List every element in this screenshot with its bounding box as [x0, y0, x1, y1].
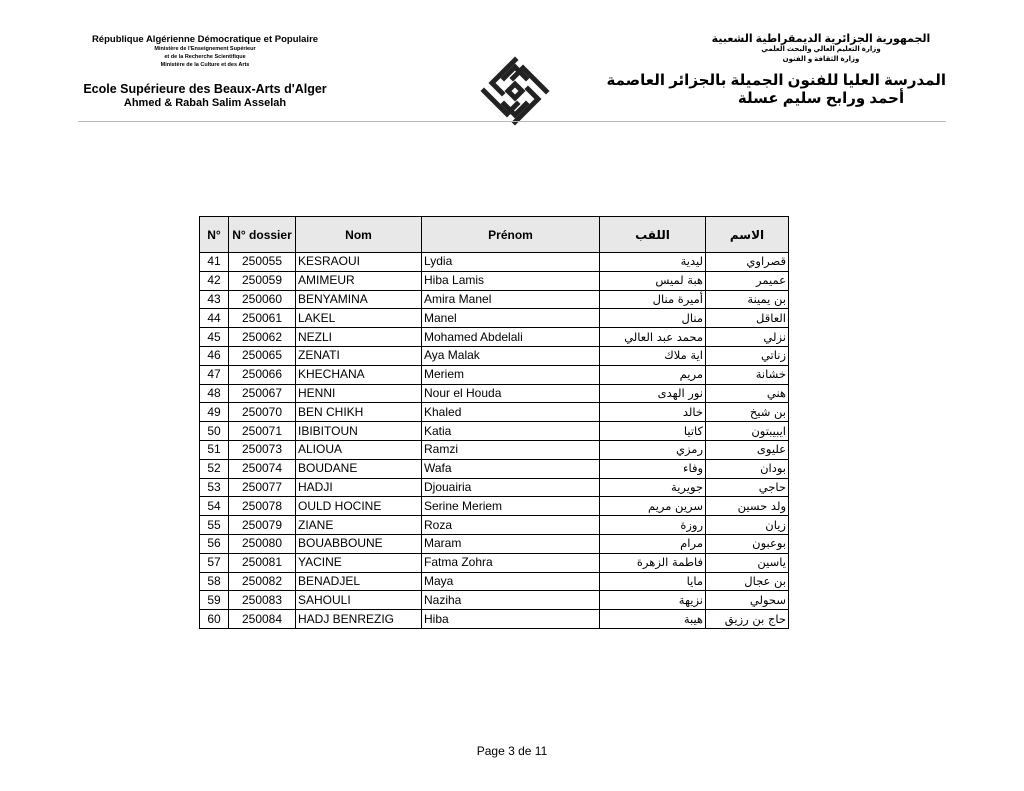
- table-row: [200, 459, 789, 478]
- first-name: Wafa: [422, 459, 600, 478]
- col-header-dossier: N° dossier: [229, 217, 296, 253]
- school-name-ar: المدرسة العليا للفنون الجميلة بالجزائر العاصمة: [606, 72, 946, 89]
- last-name: YACINE: [296, 553, 422, 572]
- header-right: [606, 32, 946, 107]
- dossier-number: 250082: [229, 572, 296, 591]
- last-name-ar: بن شيخ: [706, 403, 789, 422]
- last-name-ar: بن عجال: [706, 572, 789, 591]
- row-number: 47: [200, 365, 229, 384]
- first-name: Nour el Houda: [422, 384, 600, 403]
- dossier-number: 250079: [229, 516, 296, 535]
- first-name: Maram: [422, 534, 600, 553]
- dossier-number: 250060: [229, 290, 296, 309]
- last-name: HADJI: [296, 478, 422, 497]
- first-name: Fatma Zohra: [422, 553, 600, 572]
- dossier-number: 250083: [229, 591, 296, 610]
- row-number: 44: [200, 309, 229, 328]
- page-number: Page 3 de 11: [476, 744, 548, 758]
- ministry-fr-2: et de la Recherche Scientifique: [164, 54, 246, 60]
- last-name: ZENATI: [296, 346, 422, 365]
- table-row: [200, 290, 789, 309]
- first-name-ar: مرام: [600, 534, 706, 553]
- first-name: Amira Manel: [422, 290, 600, 309]
- first-name-ar: منال: [600, 309, 706, 328]
- first-name-ar: هبة لميس: [600, 271, 706, 290]
- row-number: 57: [200, 553, 229, 572]
- header-divider: [78, 121, 946, 122]
- school-founders-ar: أحمد ورابح سليم عسلة: [737, 90, 905, 107]
- first-name-ar: أميرة منال: [600, 290, 706, 309]
- first-name-ar: نزيهة: [600, 591, 706, 610]
- first-name: Katia: [422, 422, 600, 441]
- last-name-ar: بودان: [706, 459, 789, 478]
- dossier-number: 250077: [229, 478, 296, 497]
- col-header-nom: Nom: [296, 217, 422, 253]
- row-number: 48: [200, 384, 229, 403]
- first-name-ar: رمزي: [600, 440, 706, 459]
- dossier-number: 250071: [229, 422, 296, 441]
- last-name-ar: سحولي: [706, 591, 789, 610]
- first-name: Khaled: [422, 403, 600, 422]
- ministry-ar-2: وزارة الثقافة و الفنون: [782, 56, 860, 63]
- first-name-ar: جويرية: [600, 478, 706, 497]
- school-founders-fr: Ahmed & Rabah Salim Asselah: [123, 97, 287, 109]
- first-name-ar: خالد: [600, 403, 706, 422]
- dossier-number: 250078: [229, 497, 296, 516]
- table-row: [200, 346, 789, 365]
- row-number: 56: [200, 534, 229, 553]
- dossier-number: 250061: [229, 309, 296, 328]
- country-name-ar: الجمهورية الجزائرية الديمقراطية الشعبية: [711, 33, 931, 45]
- table-row: [200, 610, 789, 629]
- last-name: AMIMEUR: [296, 271, 422, 290]
- row-number: 53: [200, 478, 229, 497]
- header-left: [80, 34, 330, 109]
- first-name: Hiba: [422, 610, 600, 629]
- last-name-ar: عميمر: [706, 271, 789, 290]
- last-name-ar: زيان: [706, 516, 789, 535]
- dossier-number: 250073: [229, 440, 296, 459]
- table-row: [200, 328, 789, 347]
- col-header-number: N°: [200, 217, 229, 253]
- first-name: Djouairia: [422, 478, 600, 497]
- ministry-fr-1: Ministère de l'Enseignement Supérieur: [154, 46, 256, 52]
- table-body: [200, 253, 789, 629]
- last-name: ALIOUA: [296, 440, 422, 459]
- students-table: [199, 216, 789, 629]
- row-number: 60: [200, 610, 229, 629]
- last-name: BENYAMINA: [296, 290, 422, 309]
- country-name-fr: République Algérienne Démocratique et Populaire: [91, 34, 319, 45]
- table-row: [200, 572, 789, 591]
- table-row: [200, 497, 789, 516]
- last-name: OULD HOCINE: [296, 497, 422, 516]
- last-name-ar: بوعبون: [706, 534, 789, 553]
- row-number: 46: [200, 346, 229, 365]
- last-name: HENNI: [296, 384, 422, 403]
- ministry-fr-3: Ministère de la Culture et des Arts: [160, 62, 250, 68]
- first-name-ar: سرين مريم: [600, 497, 706, 516]
- school-logo-icon: [480, 56, 550, 126]
- last-name-ar: عليوى: [706, 440, 789, 459]
- table-row: [200, 440, 789, 459]
- first-name: Manel: [422, 309, 600, 328]
- dossier-number: 250081: [229, 553, 296, 572]
- dossier-number: 250065: [229, 346, 296, 365]
- row-number: 42: [200, 271, 229, 290]
- last-name: HADJ BENREZIG: [296, 610, 422, 629]
- first-name: Hiba Lamis: [422, 271, 600, 290]
- first-name-ar: ليدية: [600, 253, 706, 272]
- dossier-number: 250062: [229, 328, 296, 347]
- last-name: KESRAOUI: [296, 253, 422, 272]
- dossier-number: 250074: [229, 459, 296, 478]
- row-number: 45: [200, 328, 229, 347]
- table-row: [200, 403, 789, 422]
- col-header-nom-ar: اللقب: [600, 217, 706, 253]
- row-number: 59: [200, 591, 229, 610]
- first-name-ar: فاطمة الزهرة: [600, 553, 706, 572]
- last-name: NEZLI: [296, 328, 422, 347]
- first-name-ar: وفاء: [600, 459, 706, 478]
- last-name: BENADJEL: [296, 572, 422, 591]
- last-name-ar: حاجي: [706, 478, 789, 497]
- first-name-ar: كاتيا: [600, 422, 706, 441]
- last-name-ar: زناتي: [706, 346, 789, 365]
- table-row: [200, 309, 789, 328]
- table-row: [200, 516, 789, 535]
- first-name: Roza: [422, 516, 600, 535]
- first-name-ar: هيبة: [600, 610, 706, 629]
- table-row: [200, 365, 789, 384]
- first-name-ar: نور الهدى: [600, 384, 706, 403]
- row-number: 52: [200, 459, 229, 478]
- first-name-ar: محمد عبد العالي: [600, 328, 706, 347]
- last-name-ar: ياسين: [706, 553, 789, 572]
- row-number: 55: [200, 516, 229, 535]
- last-name: BOUABBOUNE: [296, 534, 422, 553]
- table-row: [200, 384, 789, 403]
- last-name-ar: هني: [706, 384, 789, 403]
- row-number: 51: [200, 440, 229, 459]
- last-name-ar: حاج بن رزيق: [706, 610, 789, 629]
- last-name-ar: قصراوي: [706, 253, 789, 272]
- last-name-ar: نزلي: [706, 328, 789, 347]
- dossier-number: 250066: [229, 365, 296, 384]
- dossier-number: 250070: [229, 403, 296, 422]
- last-name: ZIANE: [296, 516, 422, 535]
- row-number: 41: [200, 253, 229, 272]
- row-number: 58: [200, 572, 229, 591]
- first-name: Ramzi: [422, 440, 600, 459]
- row-number: 49: [200, 403, 229, 422]
- table-row: [200, 553, 789, 572]
- last-name: IBIBITOUN: [296, 422, 422, 441]
- dossier-number: 250059: [229, 271, 296, 290]
- dossier-number: 250055: [229, 253, 296, 272]
- dossier-number: 250080: [229, 534, 296, 553]
- table-row: [200, 591, 789, 610]
- row-number: 50: [200, 422, 229, 441]
- first-name-ar: اية ملاك: [600, 346, 706, 365]
- first-name: Naziha: [422, 591, 600, 610]
- last-name-ar: خشانة: [706, 365, 789, 384]
- last-name-ar: ايبيبتون: [706, 422, 789, 441]
- first-name-ar: مايا: [600, 572, 706, 591]
- last-name: KHECHANA: [296, 365, 422, 384]
- last-name-ar: العاقل: [706, 309, 789, 328]
- first-name: Aya Malak: [422, 346, 600, 365]
- last-name: SAHOULI: [296, 591, 422, 610]
- table-row: [200, 422, 789, 441]
- last-name: BOUDANE: [296, 459, 422, 478]
- ministry-ar-1: وزارة التعليم العالي والبحث العلمي: [761, 46, 881, 53]
- table-row: [200, 253, 789, 272]
- last-name: LAKEL: [296, 309, 422, 328]
- last-name: BEN CHIKH: [296, 403, 422, 422]
- col-header-prenom-ar: الاسم: [706, 217, 789, 253]
- first-name: Maya: [422, 572, 600, 591]
- first-name-ar: مريم: [600, 365, 706, 384]
- school-name-fr: Ecole Supérieure des Beaux-Arts d'Alger: [83, 82, 327, 96]
- first-name: Meriem: [422, 365, 600, 384]
- last-name-ar: بن يمينة: [706, 290, 789, 309]
- table-row: [200, 534, 789, 553]
- first-name: Lydia: [422, 253, 600, 272]
- row-number: 43: [200, 290, 229, 309]
- last-name-ar: ولد حسين: [706, 497, 789, 516]
- table-row: [200, 271, 789, 290]
- first-name: Serine Meriem: [422, 497, 600, 516]
- first-name-ar: روزة: [600, 516, 706, 535]
- row-number: 54: [200, 497, 229, 516]
- col-header-prenom: Prénom: [422, 217, 600, 253]
- dossier-number: 250067: [229, 384, 296, 403]
- dossier-number: 250084: [229, 610, 296, 629]
- first-name: Mohamed Abdelali: [422, 328, 600, 347]
- table-row: [200, 478, 789, 497]
- table-header-row: [200, 217, 789, 253]
